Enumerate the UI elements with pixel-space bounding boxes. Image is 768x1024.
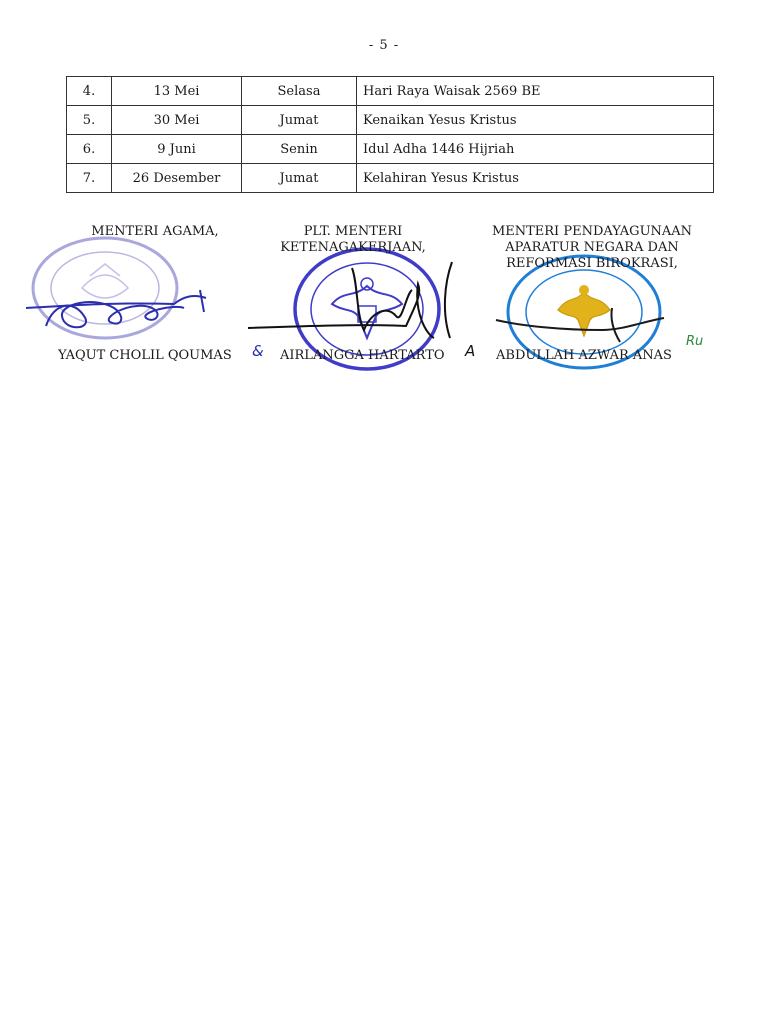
row-description: Kenaikan Yesus Kristus	[357, 106, 714, 135]
signatory-title-line: REFORMASI BIROKRASI,	[506, 256, 678, 271]
table-row	[67, 164, 714, 193]
row-number: 6.	[67, 135, 112, 164]
row-date: 13 Mei	[112, 77, 242, 106]
handwritten-signature	[246, 254, 466, 344]
signatory-name: YAQUT CHOLIL QOUMAS	[58, 348, 232, 363]
signatory-title-line: PLT. MENTERI	[303, 224, 403, 239]
signatory-title-line: MENTERI PENDAYAGUNAAN	[491, 224, 693, 239]
handwritten-signature	[24, 286, 210, 336]
table-row	[67, 106, 714, 135]
signatory-name: AIRLANGGA HARTARTO	[280, 348, 445, 363]
handwritten-signature	[492, 300, 668, 346]
initial-mark: Ru	[686, 334, 704, 349]
initial-mark: A	[465, 342, 476, 360]
signatory-title-line: APARATUR NEGARA DAN	[505, 240, 679, 255]
row-day: Selasa	[242, 77, 357, 106]
signature-block-administrative-reform	[474, 224, 710, 272]
row-number: 4.	[67, 77, 112, 106]
row-date: 26 Desember	[112, 164, 242, 193]
signature-block-religion	[60, 224, 250, 240]
page-number: - 5 -	[368, 38, 400, 53]
holiday-table	[66, 76, 714, 193]
row-date: 9 Juni	[112, 135, 242, 164]
row-description: Hari Raya Waisak 2569 BE	[357, 77, 714, 106]
initial-mark: &	[252, 342, 264, 360]
signature-block-manpower	[268, 224, 438, 256]
table-row	[67, 135, 714, 164]
signatory-title-line: KETENAGAKERJAAN,	[280, 240, 426, 255]
table-row	[67, 77, 714, 106]
signatory-title-line: MENTERI AGAMA,	[91, 224, 219, 239]
row-day: Jumat	[242, 106, 357, 135]
row-description: Kelahiran Yesus Kristus	[357, 164, 714, 193]
row-day: Jumat	[242, 164, 357, 193]
signatory-name: ABDULLAH AZWAR ANAS	[496, 348, 672, 363]
row-number: 7.	[67, 164, 112, 193]
row-number: 5.	[67, 106, 112, 135]
row-date: 30 Mei	[112, 106, 242, 135]
row-day: Senin	[242, 135, 357, 164]
row-description: Idul Adha 1446 Hijriah	[357, 135, 714, 164]
